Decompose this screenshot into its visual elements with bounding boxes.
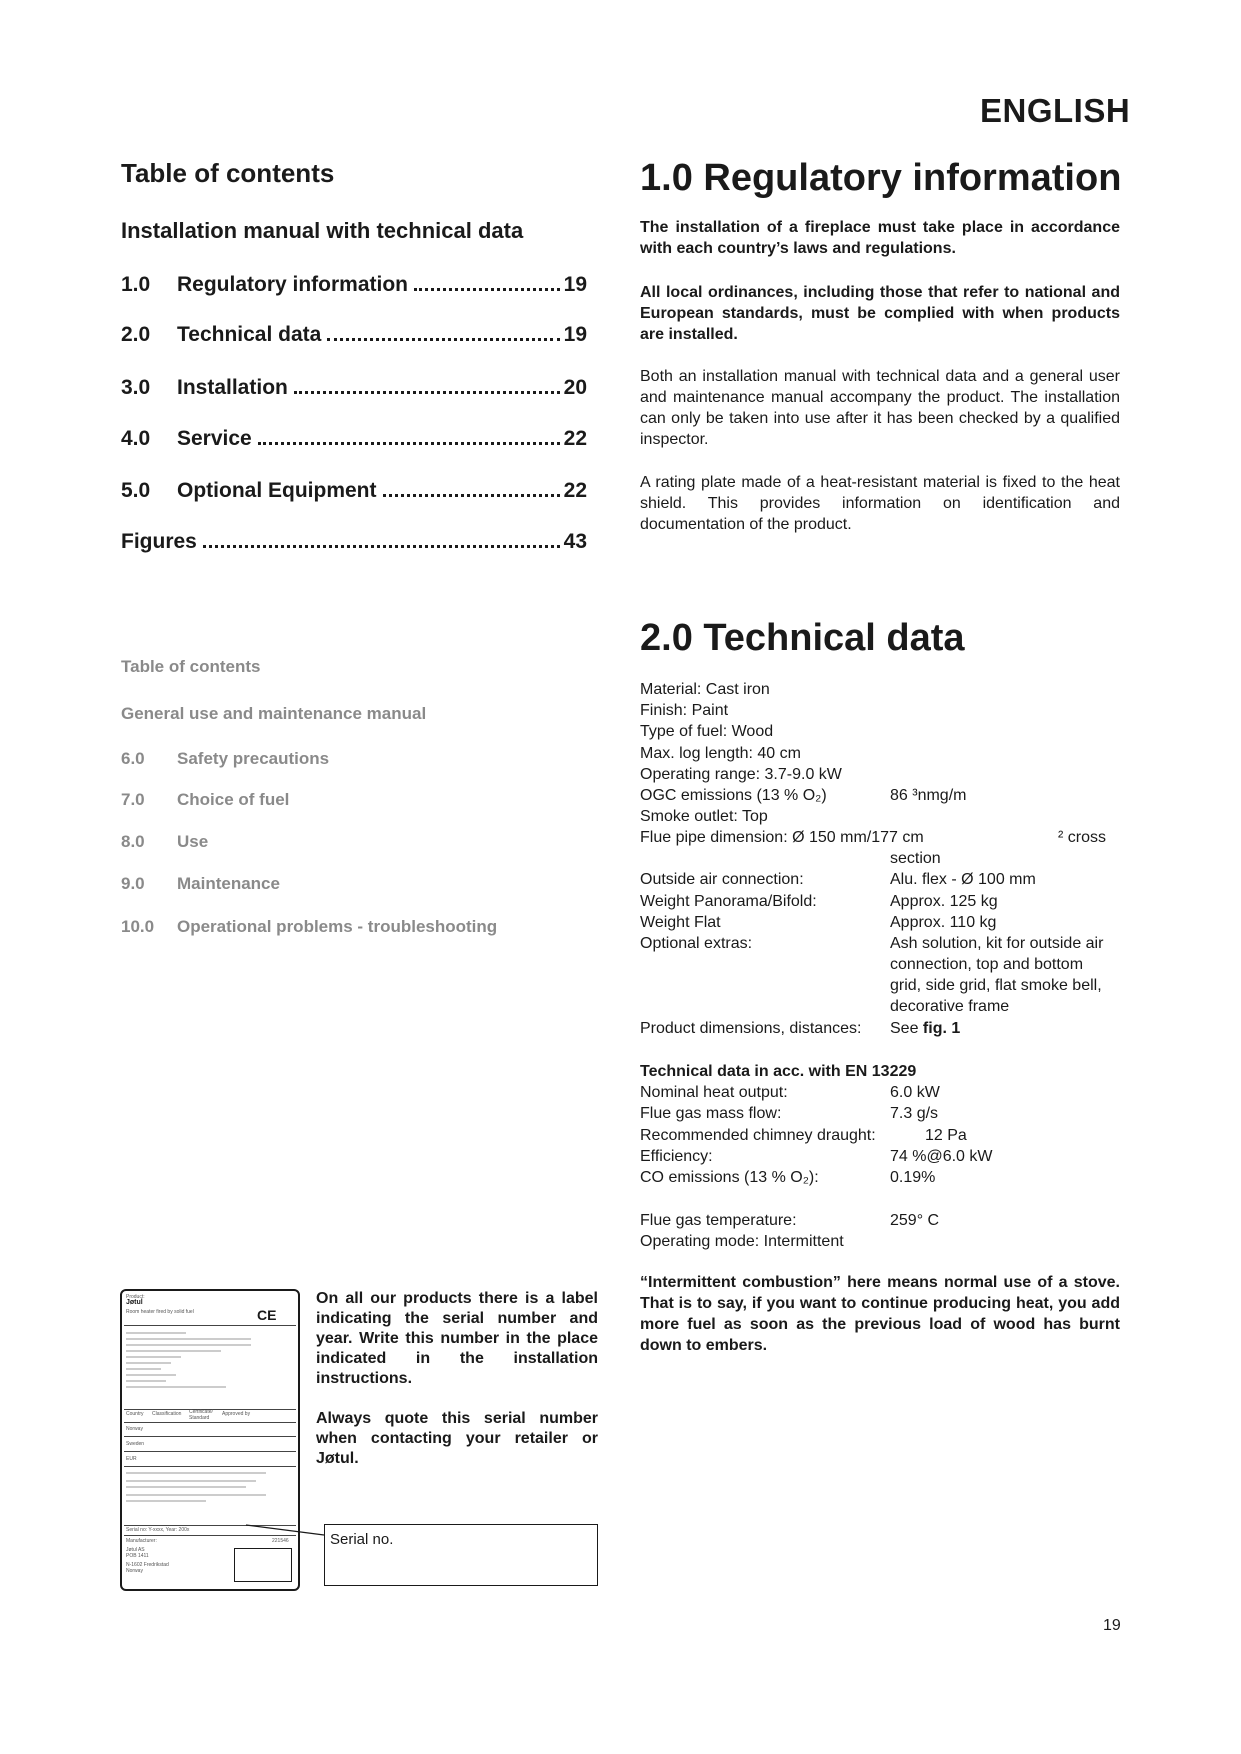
spec-weight-flat: [640, 912, 1120, 933]
spec-draught: [640, 1125, 1120, 1146]
toc-item-number: 4.0: [121, 427, 151, 450]
toc-item-number: 3.0: [121, 376, 151, 399]
intermittent-note: “Intermittent combustion” here means normal use of a stove. That is to say, if you want to continue producing heat, you add more fuel as soon as the previous load of wood has burnt down to embers.: [640, 1274, 1120, 1354]
spec-co-value: 0.19%: [890, 1169, 936, 1186]
toc-item-page: 22: [563, 479, 587, 502]
spec-outside-air-value: Alu. flex - Ø 100 mm: [890, 871, 1036, 888]
spec-massflow-label: Flue gas mass flow:: [640, 1105, 782, 1122]
spec-dimensions-see: See: [890, 1020, 919, 1037]
toc-item-page: 22: [563, 427, 587, 450]
toc-item[interactable]: [121, 273, 587, 303]
spec-co-label: CO emissions (13 % O₂):: [640, 1169, 819, 1186]
serial-number-label: Serial no.: [330, 1531, 394, 1548]
toc-item[interactable]: [121, 376, 587, 406]
plate-fineprint-lines: [126, 1331, 256, 1391]
plate-description: Room heater fired by solid fuel: [126, 1309, 194, 1315]
toc-item-page: 19: [563, 323, 587, 346]
toc-figures-label: Figures: [121, 530, 197, 553]
plate-divider: [124, 1325, 296, 1326]
plate-col-approved: Approved by: [222, 1411, 251, 1417]
spec-efficiency: [640, 1146, 1120, 1167]
serial-number-box: [324, 1524, 598, 1586]
spec-dimensions-value: [890, 1018, 1120, 1039]
spec-outside-air: [640, 869, 1120, 890]
toc-item-label: Regulatory information: [177, 273, 409, 296]
general-toc-number: 8.0: [121, 832, 145, 851]
toc-leader-dots: [383, 494, 560, 497]
general-toc-item: [121, 749, 329, 769]
general-toc-item: [121, 917, 497, 937]
spec-smoke-outlet: Smoke outlet: Top: [640, 808, 768, 825]
spec-weight-flat-label: Weight Flat: [640, 914, 721, 931]
general-toc-subtitle: General use and maintenance manual: [121, 704, 427, 723]
regulatory-paragraph: The installation of a fireplace must take place in accordance with each country’s laws and regulations.: [640, 219, 1120, 257]
spec-fuel: Type of fuel: Wood: [640, 723, 774, 740]
rating-plate-illustration: [120, 1289, 300, 1591]
serial-label-text: [316, 1289, 598, 1469]
general-toc-number: 7.0: [121, 790, 145, 809]
regulatory-heading: 1.0 Regulatory information: [640, 157, 1122, 199]
toc-item-page: 19: [563, 273, 587, 296]
general-toc-title: Table of contents: [121, 657, 261, 676]
general-toc-number: 9.0: [121, 874, 145, 893]
plate-serial-line: Serial no: Y-xxxx, Year: 200x: [126, 1527, 190, 1533]
spec-weight-flat-value: Approx. 110 kg: [890, 914, 997, 931]
spec-co: [640, 1167, 1120, 1188]
serial-paragraph: On all our products there is a label indicating the serial number and year. Write this number in the place indicated in the installation instructions.: [316, 1290, 598, 1387]
spec-efficiency-label: Efficiency:: [640, 1148, 713, 1165]
page-number: 19: [1103, 1617, 1121, 1634]
regulatory-paragraph: All local ordinances, including those that refer to national and European standards, must be complied with when products are installed.: [640, 284, 1120, 343]
plate-maker: Jøtul AS: [126, 1547, 145, 1553]
spec-efficiency-value: 74 %@6.0 kW: [890, 1148, 993, 1165]
plate-manufacturer: Manufacturer:: [126, 1538, 157, 1544]
spec-extras-label: Optional extras:: [640, 935, 753, 952]
toc-item[interactable]: [121, 479, 587, 509]
toc-leader-dots: [294, 391, 560, 394]
serial-paragraph: Always quote this serial number when contacting your retailer or Jøtul.: [316, 1410, 598, 1467]
spec-draught-value: 12 Pa: [925, 1127, 967, 1144]
spec-nominal: [640, 1082, 1120, 1103]
spec-ogc-label: OGC emissions (13 % O₂): [640, 787, 827, 804]
plate-row-norway: Norway: [126, 1426, 143, 1432]
plate-pob: POB 1411: [126, 1553, 149, 1559]
spec-weight-panorama-label: Weight Panorama/Bifold:: [640, 893, 817, 910]
spec-massflow: [640, 1103, 1120, 1124]
spec-flue-temp-value: 259° C: [890, 1212, 940, 1229]
toc-item-page: 20: [563, 376, 587, 399]
plate-divider: [124, 1422, 296, 1423]
toc-item-number: 1.0: [121, 273, 151, 296]
spec-ogc-value: 86 ³nmg/m: [890, 787, 967, 804]
general-toc-label: Use: [177, 832, 209, 851]
plate-row-eur: EUR: [126, 1456, 137, 1462]
serial-leader-line: [240, 1520, 330, 1540]
regulatory-paragraph: A rating plate made of a heat-resistant material is fixed to the heat shield. This provides information on identification and documentation of the product.: [640, 474, 1120, 533]
plate-divider: [124, 1451, 296, 1452]
general-toc-number: 10.0: [121, 917, 155, 936]
toc-item-label: Technical data: [177, 323, 322, 346]
spec-flue-label: Flue pipe dimension: Ø 150 mm/177 cm: [640, 829, 924, 846]
toc-item-label: Optional Equipment: [177, 479, 377, 502]
spec-extras-value: Ash solution, kit for outside air connection, top and bottom grid, side grid, flat smoke bell, decorative frame: [890, 935, 1104, 1015]
plate-instructions-lines: [126, 1471, 276, 1511]
spec-operating-mode: Operating mode: Intermittent: [640, 1233, 844, 1250]
spec-massflow-value: 7.3 g/s: [890, 1105, 939, 1122]
toc-item[interactable]: [121, 323, 587, 353]
plate-code: 221546: [272, 1538, 289, 1544]
general-toc-item: [121, 832, 208, 852]
plate-divider: [124, 1466, 296, 1467]
plate-row-sweden: Sweden: [126, 1441, 145, 1447]
toc-subtitle: Installation manual with technical data: [121, 218, 524, 243]
spec-flue-extra: ² cross: [1058, 829, 1106, 846]
toc-leader-dots: [203, 545, 560, 548]
toc-item-number: 5.0: [121, 479, 151, 502]
spec-finish: Finish: Paint: [640, 702, 729, 719]
toc-item-number: 2.0: [121, 323, 151, 346]
spec-outside-air-label: Outside air connection:: [640, 871, 804, 888]
toc-leader-dots: [258, 442, 560, 445]
general-toc-label: Choice of fuel: [177, 790, 290, 809]
spec-dimensions: [640, 1018, 1120, 1039]
spec-ogc: [640, 785, 1120, 806]
toc-item-label: Installation: [177, 376, 288, 399]
technical-heading: 2.0 Technical data: [640, 617, 965, 659]
general-toc-label: Maintenance: [177, 874, 280, 893]
toc-title: Table of contents: [121, 158, 335, 188]
en-standard-title: Technical data in acc. with EN 13229: [640, 1063, 917, 1080]
spec-flue-temp-label: Flue gas temperature:: [640, 1212, 797, 1229]
plate-divider: [124, 1436, 296, 1437]
toc-figures[interactable]: [121, 530, 587, 560]
regulatory-paragraph: Both an installation manual with technical data and a general user and maintenance manual accompany the product. The installation can only be taken into use after it has been checked by a qualified inspector.: [640, 368, 1120, 448]
spec-operating-range: Operating range: 3.7-9.0 kW: [640, 766, 842, 783]
spec-flue-value: section: [890, 850, 941, 867]
spec-draught-label: Recommended chimney draught:: [640, 1127, 876, 1144]
spec-material: Material: Cast iron: [640, 681, 770, 698]
plate-col-certificate: Certificate/ Standard: [189, 1409, 213, 1421]
spec-dimensions-label: Product dimensions, distances:: [640, 1020, 862, 1037]
language-label: ENGLISH: [980, 92, 1131, 129]
figure-reference-link[interactable]: fig. 1: [922, 1020, 961, 1037]
toc-leader-dots: [414, 288, 560, 291]
toc-item[interactable]: [121, 427, 587, 457]
plate-col-country: Country: [126, 1411, 144, 1417]
toc-item-label: Service: [177, 427, 252, 450]
ce-mark-icon: CE: [257, 1307, 277, 1323]
plate-col-classification: Classification: [152, 1411, 182, 1417]
plate-serial-box: [234, 1548, 292, 1582]
spec-flue-temp: [640, 1210, 1120, 1231]
plate-product-label: Product:: [126, 1294, 145, 1300]
plate-brand: Jøtul: [126, 1299, 143, 1306]
general-toc-number: 6.0: [121, 749, 145, 768]
spec-nominal-label: Nominal heat output:: [640, 1084, 788, 1101]
spec-nominal-value: 6.0 kW: [890, 1084, 940, 1101]
spec-flue: [640, 827, 1120, 848]
toc-leader-dots: [327, 338, 559, 341]
spec-extras: [640, 933, 1120, 1015]
spec-weight-panorama-value: Approx. 125 kg: [890, 893, 998, 910]
spec-log-length: Max. log length: 40 cm: [640, 745, 801, 762]
plate-city: N-1602 Fredrikstad: [126, 1562, 169, 1568]
toc-figures-page: 43: [563, 530, 587, 553]
general-toc-item: [121, 790, 289, 810]
spec-weight-panorama: [640, 891, 1120, 912]
plate-nation: Norway: [126, 1568, 143, 1574]
general-toc-label: Operational problems - troubleshooting: [177, 917, 498, 936]
general-toc-item: [121, 874, 280, 894]
general-toc-label: Safety precautions: [177, 749, 330, 768]
